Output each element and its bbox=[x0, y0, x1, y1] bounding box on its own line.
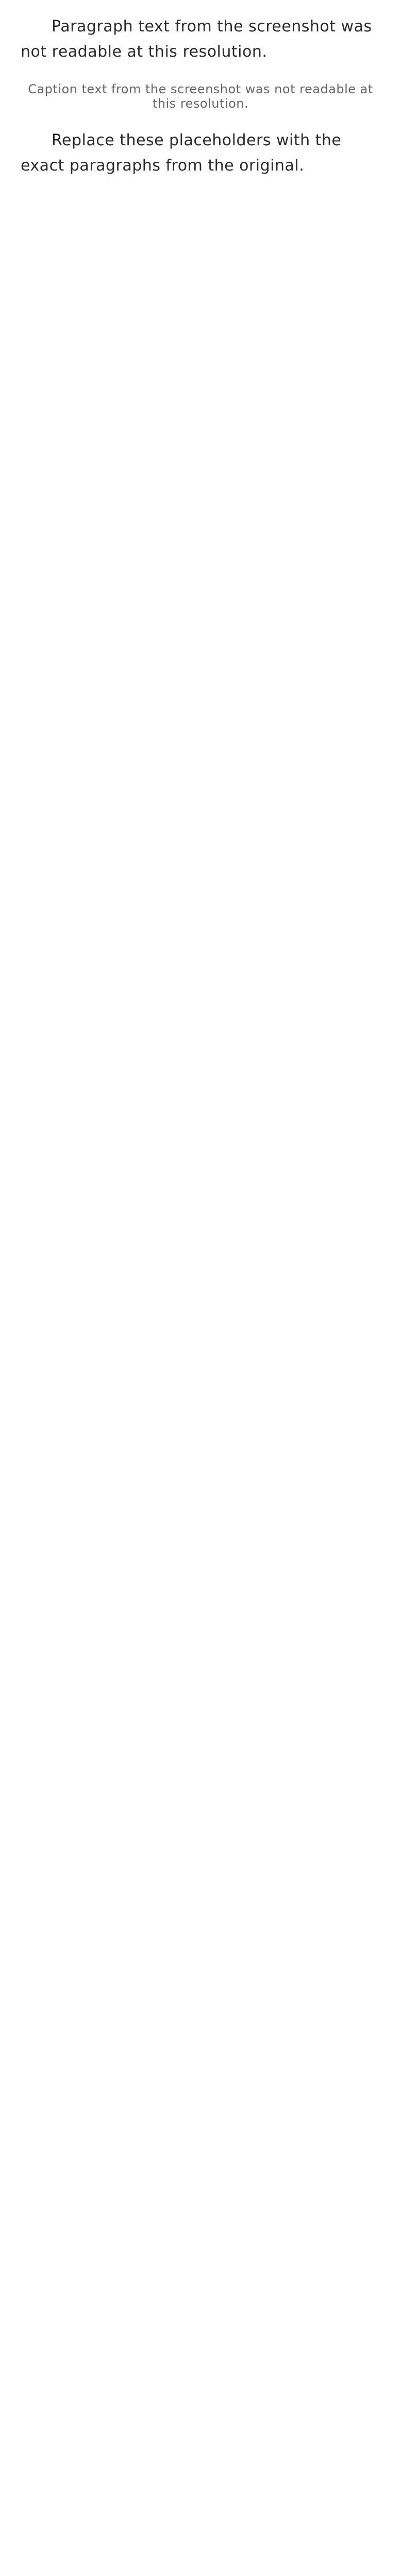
article-paragraph: Replace these placeholders with the exact paragraphs from the original. bbox=[21, 131, 342, 175]
article-body bbox=[21, 14, 380, 178]
article-paragraph: Paragraph text from the screenshot was not readable at this resolution. bbox=[21, 18, 372, 61]
article-caption: Caption text from the screenshot was not readable at this resolution. bbox=[28, 82, 373, 111]
